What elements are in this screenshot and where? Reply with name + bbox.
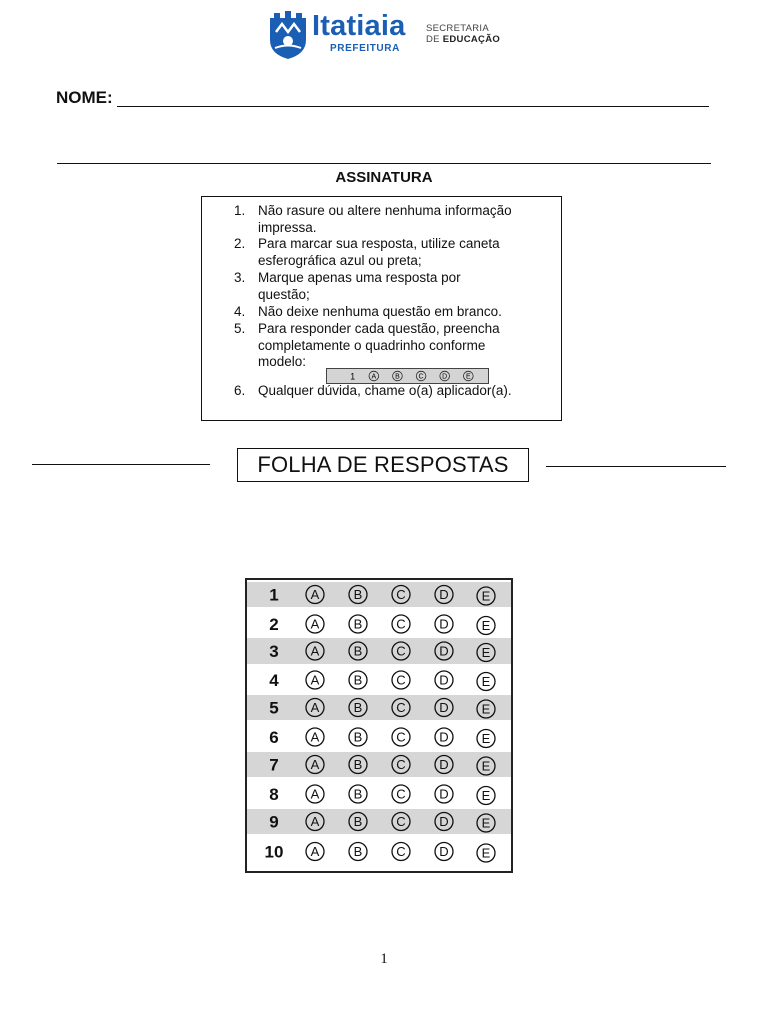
bubble-letter: A bbox=[310, 786, 320, 802]
answer-row bbox=[247, 780, 511, 808]
bubble-letter: E bbox=[481, 788, 491, 803]
title-rule-right bbox=[546, 466, 726, 467]
bubble-letter: A bbox=[310, 729, 320, 745]
question-number: 3 bbox=[269, 642, 279, 661]
option-bubble-c[interactable] bbox=[392, 756, 410, 774]
option-bubble-b[interactable] bbox=[349, 756, 367, 774]
bubble-letter: D bbox=[439, 643, 449, 659]
bubble-letter: D bbox=[439, 587, 449, 602]
answer-row-graphics bbox=[247, 752, 511, 777]
name-field-line[interactable] bbox=[117, 106, 709, 107]
option-bubble-a[interactable] bbox=[306, 728, 324, 746]
answer-row-graphics bbox=[247, 837, 511, 870]
question-number: 9 bbox=[269, 812, 279, 832]
bubble-letter: B bbox=[353, 729, 363, 745]
question-number: 1 bbox=[269, 585, 279, 605]
option-bubble-e[interactable] bbox=[477, 757, 495, 775]
answer-row-graphics bbox=[247, 638, 511, 664]
bubble-letter: C bbox=[396, 757, 406, 772]
bubble-letter: D bbox=[439, 700, 449, 715]
signature-label: ASSINATURA bbox=[335, 169, 433, 186]
option-bubble-a[interactable] bbox=[306, 843, 324, 861]
bubble-letter: B bbox=[353, 786, 363, 802]
option-bubble-c[interactable] bbox=[392, 615, 410, 633]
question-number: 4 bbox=[269, 671, 279, 690]
department-line-1: SECRETARIA bbox=[426, 23, 490, 34]
option-bubble-e[interactable] bbox=[477, 730, 495, 748]
instruction-text: Para marcar sua resposta, utilize caneta bbox=[258, 236, 500, 251]
bubble-letter: D bbox=[439, 757, 449, 772]
bubble-letter: C bbox=[396, 814, 406, 829]
answer-row bbox=[247, 752, 511, 777]
option-bubble-c[interactable] bbox=[392, 586, 410, 604]
instruction-text: Para responder cada questão, preencha bbox=[258, 321, 500, 336]
instruction-text: completamente o quadrinho conforme bbox=[258, 337, 486, 353]
instructions-box bbox=[201, 196, 562, 421]
coat-of-arms-icon bbox=[270, 11, 306, 59]
option-bubble-d[interactable] bbox=[435, 785, 453, 803]
bubble-letter: B bbox=[353, 757, 363, 772]
option-bubble-c[interactable] bbox=[392, 728, 410, 746]
answer-row bbox=[247, 723, 511, 751]
option-bubble-e[interactable] bbox=[477, 700, 495, 718]
option-bubble-c[interactable] bbox=[392, 671, 410, 689]
answer-row bbox=[247, 666, 511, 694]
bubble-letter: D bbox=[439, 786, 449, 802]
bubble-letter: A bbox=[310, 643, 320, 659]
model-option-letter: D bbox=[442, 373, 448, 381]
instruction-item bbox=[234, 203, 558, 236]
bubble-letter: A bbox=[310, 814, 320, 829]
bubble-letter: E bbox=[481, 758, 491, 774]
instruction-text: modelo: bbox=[258, 354, 307, 369]
bubble-letter: E bbox=[481, 815, 491, 831]
bubble-letter: C bbox=[396, 643, 406, 659]
bubble-letter: E bbox=[481, 618, 491, 633]
answer-row bbox=[247, 611, 511, 637]
model-option-letter: A bbox=[371, 373, 377, 381]
bubble-letter: E bbox=[481, 674, 491, 689]
bubble-letter: B bbox=[353, 616, 363, 632]
instruction-number: 3. bbox=[234, 270, 246, 285]
answer-row bbox=[247, 638, 511, 664]
answer-row bbox=[247, 837, 511, 870]
bubble-letter: B bbox=[353, 587, 363, 602]
signature-field-line[interactable] bbox=[57, 163, 711, 164]
option-bubble-b[interactable] bbox=[349, 728, 367, 746]
bubble-letter: E bbox=[481, 731, 491, 746]
bubble-letter: E bbox=[481, 701, 491, 717]
answer-row-graphics bbox=[247, 723, 511, 751]
instruction-item bbox=[234, 236, 558, 269]
question-number: 8 bbox=[269, 785, 279, 804]
instruction-number: 2. bbox=[234, 236, 246, 251]
bubble-letter: E bbox=[481, 588, 491, 604]
option-bubble-a[interactable] bbox=[306, 785, 324, 803]
option-bubble-a[interactable] bbox=[306, 586, 324, 604]
option-bubble-c[interactable] bbox=[392, 699, 410, 717]
model-option-letter: C bbox=[418, 373, 424, 381]
question-number: 2 bbox=[269, 615, 279, 634]
option-bubble-d[interactable] bbox=[435, 699, 453, 717]
option-bubble-b[interactable] bbox=[349, 699, 367, 717]
bubble-letter: C bbox=[396, 587, 406, 602]
question-number: 7 bbox=[269, 755, 279, 775]
bubble-letter: E bbox=[481, 645, 491, 660]
option-bubble-d[interactable] bbox=[435, 671, 453, 689]
bubble-letter: C bbox=[396, 844, 406, 859]
name-label: NOME: bbox=[56, 88, 113, 107]
bubble-letter: A bbox=[310, 844, 320, 859]
option-bubble-d[interactable] bbox=[435, 586, 453, 604]
option-bubble-e[interactable] bbox=[477, 673, 495, 691]
instruction-number: 5. bbox=[234, 321, 246, 336]
instruction-item bbox=[234, 383, 558, 400]
bubble-letter: D bbox=[439, 814, 449, 829]
bubble-letter: B bbox=[353, 814, 363, 829]
option-bubble-d[interactable] bbox=[435, 756, 453, 774]
instruction-item bbox=[234, 304, 558, 321]
option-bubble-a[interactable] bbox=[306, 813, 324, 831]
answer-row-graphics bbox=[247, 582, 511, 607]
option-bubble-e[interactable] bbox=[477, 787, 495, 805]
answer-row-graphics bbox=[247, 695, 511, 720]
option-bubble-b[interactable] bbox=[349, 671, 367, 689]
instruction-item bbox=[234, 270, 558, 303]
option-bubble-c[interactable] bbox=[392, 843, 410, 861]
option-bubble-d[interactable] bbox=[435, 642, 453, 660]
question-number: 10 bbox=[264, 842, 284, 862]
bubble-letter: D bbox=[439, 844, 449, 859]
option-bubble-e[interactable] bbox=[477, 814, 495, 832]
option-bubble-e[interactable] bbox=[477, 617, 495, 635]
brand-subtitle: PREFEITURA bbox=[330, 43, 400, 54]
option-bubble-c[interactable] bbox=[392, 813, 410, 831]
answer-model-example bbox=[326, 368, 489, 384]
option-bubble-b[interactable] bbox=[349, 785, 367, 803]
instruction-number: 6. bbox=[234, 383, 246, 398]
option-bubble-b[interactable] bbox=[349, 843, 367, 861]
bubble-letter: C bbox=[396, 786, 406, 802]
answer-row bbox=[247, 809, 511, 834]
model-option-letter: E bbox=[465, 373, 471, 381]
answer-row-graphics bbox=[247, 666, 511, 694]
option-bubble-a[interactable] bbox=[306, 756, 324, 774]
bubble-letter: C bbox=[396, 700, 406, 715]
option-bubble-a[interactable] bbox=[306, 615, 324, 633]
bubble-letter: A bbox=[310, 757, 320, 772]
answer-row-graphics bbox=[247, 780, 511, 808]
instruction-text: Marque apenas uma resposta por bbox=[258, 270, 461, 285]
bubble-letter: C bbox=[396, 672, 406, 688]
bubble-letter: D bbox=[439, 729, 449, 745]
option-bubble-b[interactable] bbox=[349, 813, 367, 831]
department-line-2: DE EDUCAÇÃO bbox=[426, 34, 501, 45]
option-bubble-e[interactable] bbox=[477, 587, 495, 605]
bubble-letter: A bbox=[310, 672, 320, 688]
title-rule-left bbox=[32, 464, 210, 465]
option-bubble-e[interactable] bbox=[477, 644, 495, 662]
option-bubble-b[interactable] bbox=[349, 642, 367, 660]
answer-grid bbox=[245, 578, 513, 873]
page-number: 1 bbox=[380, 951, 388, 967]
instruction-text: esferográfica azul ou preta; bbox=[258, 252, 422, 268]
brand-name: Itatiaia bbox=[312, 10, 406, 42]
option-bubble-d[interactable] bbox=[435, 728, 453, 746]
instruction-text: Não rasure ou altere nenhuma informação bbox=[258, 203, 512, 218]
instruction-text: Não deixe nenhuma questão em branco. bbox=[258, 304, 502, 319]
instruction-number: 4. bbox=[234, 304, 246, 319]
option-bubble-d[interactable] bbox=[435, 843, 453, 861]
option-bubble-b[interactable] bbox=[349, 615, 367, 633]
bubble-letter: B bbox=[353, 643, 363, 659]
bubble-letter: C bbox=[396, 616, 406, 632]
bubble-letter: B bbox=[353, 700, 363, 715]
option-bubble-b[interactable] bbox=[349, 586, 367, 604]
bubble-letter: C bbox=[396, 729, 406, 745]
bubble-letter: E bbox=[481, 845, 491, 861]
option-bubble-a[interactable] bbox=[306, 642, 324, 660]
question-number: 6 bbox=[269, 728, 279, 747]
option-bubble-a[interactable] bbox=[306, 671, 324, 689]
answer-row bbox=[247, 582, 511, 607]
model-option-letter: B bbox=[395, 373, 400, 381]
option-bubble-c[interactable] bbox=[392, 785, 410, 803]
instruction-text: Qualquer dúvida, chame o(a) aplicador(a). bbox=[258, 383, 512, 398]
option-bubble-d[interactable] bbox=[435, 615, 453, 633]
answer-row-graphics bbox=[247, 809, 511, 834]
bubble-letter: D bbox=[439, 616, 449, 632]
instruction-text: impressa. bbox=[258, 219, 317, 235]
instruction-text: questão; bbox=[258, 286, 310, 302]
answer-row bbox=[247, 695, 511, 720]
bubble-letter: A bbox=[310, 700, 320, 715]
answer-row-graphics bbox=[247, 611, 511, 637]
question-number: 5 bbox=[269, 698, 279, 718]
bubble-letter: B bbox=[353, 844, 363, 859]
option-bubble-e[interactable] bbox=[477, 844, 495, 862]
option-bubble-c[interactable] bbox=[392, 642, 410, 660]
bubble-letter: A bbox=[310, 587, 320, 602]
option-bubble-a[interactable] bbox=[306, 699, 324, 717]
option-bubble-d[interactable] bbox=[435, 813, 453, 831]
page-title: FOLHA DE RESPOSTAS bbox=[257, 452, 509, 477]
bubble-letter: A bbox=[310, 616, 320, 632]
instruction-item bbox=[234, 321, 558, 371]
model-question-number: 1 bbox=[350, 371, 356, 382]
instruction-number: 1. bbox=[234, 203, 246, 218]
bubble-letter: B bbox=[353, 672, 363, 688]
bubble-letter: D bbox=[439, 672, 449, 688]
